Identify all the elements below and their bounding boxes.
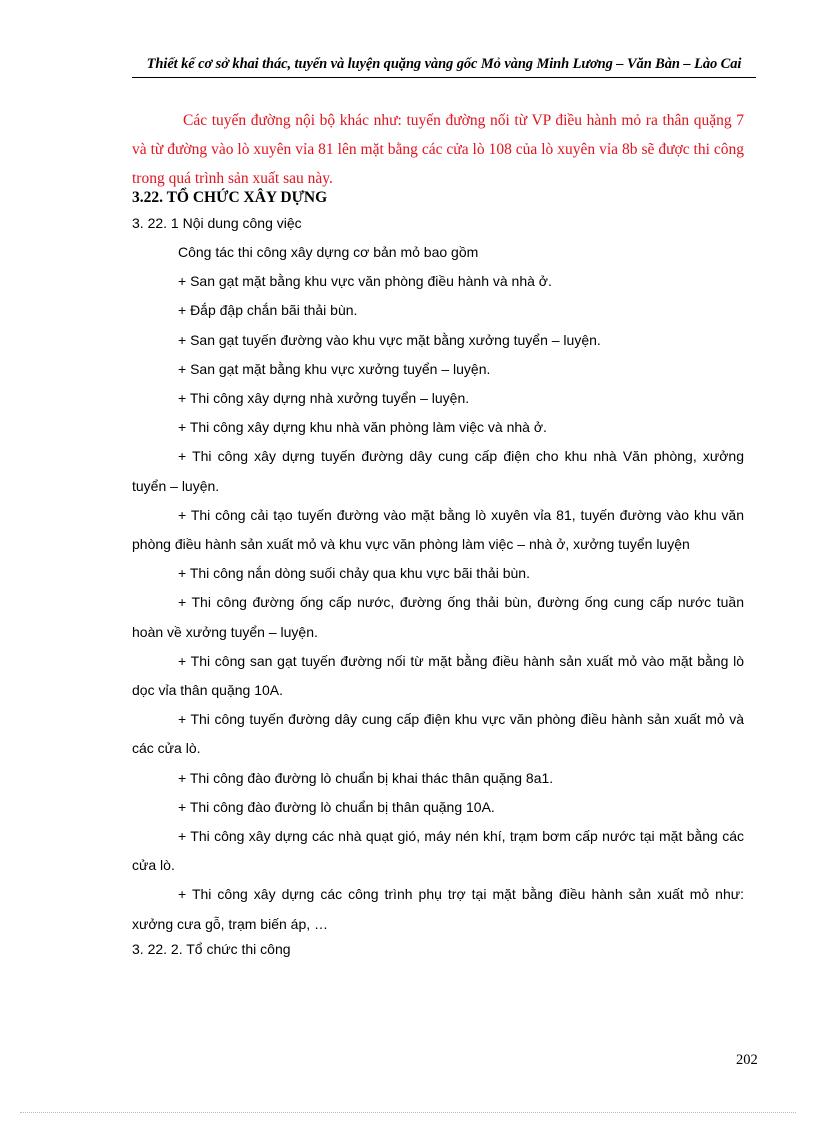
section-title: 3.22. TỔ CHỨC XÂY DỰNG (132, 189, 328, 206)
list-item: + Thi công xây dựng các nhà quạt gió, máy nén khí, trạm bơm cấp nước tại mặt bằng các cửa lò. (132, 828, 744, 874)
list-item: + Đắp đập chắn bãi thải bùn. (178, 302, 358, 319)
list-item: + Thi công nắn dòng suối chảy qua khu vực bãi thải bùn. (178, 565, 530, 582)
list-item: + Thi công cải tạo tuyến đường vào mặt bằng lò xuyên vỉa 81, tuyến đường vào khu văn phòng điều hành sản xuất mỏ và khu vực văn phòng làm việc – nhà ở, xưởng tuyển luyện (132, 506, 744, 553)
list-item: + Thi công đường ống cấp nước, đường ống thải bùn, đường ống cung cấp nước tuần hoàn về xưởng tuyển – luyện. (132, 594, 744, 640)
subsection-title-1: 3. 22. 1 Nội dung công việc (132, 215, 302, 231)
subsection-title-2: 3. 22. 2. Tổ chức thi công (132, 940, 291, 957)
page-number: 202 (736, 1052, 758, 1068)
list-item: + Thi công xây dựng các công trình phụ trợ tại mặt bằng điều hành sản xuất mỏ như: xưởng cưa gỗ, trạm biến áp, … (132, 886, 744, 932)
list-item: + Thi công xây dựng nhà xưởng tuyển – luyện. (178, 390, 470, 407)
list-item: + Thi công đào đường lò chuẩn bị thân quặng 10A. (178, 798, 495, 815)
list-item: + San gạt mặt bằng khu vực xưởng tuyển – luyện. (178, 360, 491, 377)
list-item: + San gạt tuyến đường vào khu vực mặt bằng xưởng tuyển – luyện. (178, 331, 601, 348)
running-header: Thiết kế cơ sở khai thác, tuyển và luyện quặng vàng gốc Mỏ vàng Minh Lương – Văn Bàn – Lào Cai (146, 56, 742, 72)
list-item: + Thi công xây dựng tuyến đường dây cung cấp điện cho khu nhà Văn phòng, xưởng tuyển – luyện. (132, 448, 744, 494)
page-bottom-border (20, 1112, 796, 1113)
page-body (132, 106, 744, 970)
work-item-list (132, 238, 744, 939)
intro-paragraph: Các tuyến đường nội bộ khác như: tuyến đường nối từ VP điều hành mỏ ra thân quặng 7 và từ đường vào lò xuyên vỉa 81 lên mặt bằng các cửa lò 108 của lò xuyên vỉa 8b sẽ được thi công trong quá trình sản xuất sau này. (132, 112, 744, 187)
list-item: + Thi công xây dựng khu nhà văn phòng làm việc và nhà ở. (178, 419, 547, 436)
list-item: + Thi công tuyến đường dây cung cấp điện khu vực văn phòng điều hành sản xuất mỏ và các cửa lò. (132, 711, 744, 757)
list-item: + Thi công san gạt tuyến đường nối từ mặt bằng điều hành sản xuất mỏ vào mặt bằng lò dọc vỉa thân quặng 10A. (132, 652, 744, 699)
list-item: + San gạt mặt bằng khu vực văn phòng điều hành và nhà ở. (178, 273, 552, 290)
list-item: Công tác thi công xây dựng cơ bản mỏ bao gồm (178, 244, 479, 260)
list-item: + Thi công đào đường lò chuẩn bị khai thác thân quặng 8a1. (178, 769, 554, 786)
header-divider (132, 77, 756, 78)
